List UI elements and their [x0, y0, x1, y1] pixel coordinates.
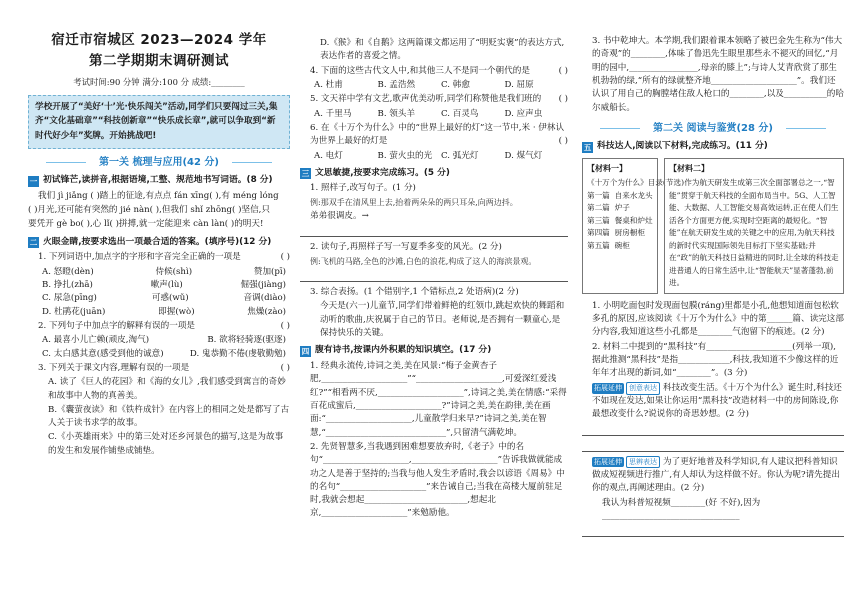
material-title: 【材料二】: [669, 163, 709, 173]
option-row[interactable]: B. 挣扎(zhā) 嗽声(lù) 倔强(jiàng): [42, 280, 286, 290]
answer-line[interactable]: [582, 440, 844, 452]
toc-item: 第一篇 自来水龙头: [587, 190, 653, 200]
question: 2. 下列句子中加点字的解释有误的一项是 ( ): [28, 320, 290, 333]
material-1: [582, 158, 685, 294]
answer-line[interactable]: [300, 225, 568, 237]
section-title: 文思敏捷,按要求完成练习。(5 分): [315, 167, 450, 178]
section-4-heading: [300, 344, 568, 358]
option[interactable]: D.《猴》和《自鹅》这两篇课文都运用了“明贬实褒”的表达方式,表达作者的喜爱之情。: [320, 38, 565, 62]
question: 3. 下列关于课文内容,理解有误的一项是 ( ): [28, 362, 290, 375]
option[interactable]: B.《囊萤夜读》和《铁杵成针》在内容上的相同之处是都写了古人关于读书求学的故事。: [48, 404, 290, 429]
section-title: 科技达人,阅读以下材料,完成练习。(11 分): [597, 141, 768, 152]
section-number: 三: [301, 169, 310, 179]
answer-paren[interactable]: ( ): [558, 136, 568, 147]
section-number: 五: [583, 142, 592, 152]
option-row[interactable]: A. 电灯 B. 萤火虫的光 C. 弧光灯 D. 煤气灯: [314, 150, 543, 161]
option-row[interactable]: C. 太白感其意(感受到他的诚意) D. 鬼恭勤不倦(虔敬勤勉): [42, 348, 286, 359]
tag-badge: 拓展延伸: [594, 383, 622, 392]
answer-line[interactable]: [582, 525, 844, 537]
answer-paren[interactable]: ( ): [558, 65, 568, 76]
option-row[interactable]: D. 杜鹃花(juān) 即握(wò) 焦燥(zào): [42, 306, 286, 317]
option[interactable]: A. 读了《巨人的花园》和《海的女儿》,我们感受到寓言的奇妙和故事中人物的真善美。: [48, 377, 286, 401]
material-text: 作为航天研发生成第三次全面部署总之一,“智能”贯穿于航天科技的全面布局当中。5G、人工智能、大数据、人工智能交易高效运转,正在使人们生活各个方面更方便,实现时空距离的最短化。“智能”在航天研发生成的关键之中的应用,为航天科技的新时代实现国际领先目标打下坚实基础;并在“政”的航天科技日益精进的同时,让全球的科技走进普通人的日常生活中,让“智能航天”显著蓬勃,前进。: [669, 178, 839, 288]
answer-line[interactable]: [582, 424, 844, 436]
question: 1. 下列词语中,加点字的字形和字音完全正确的一项是 ( ): [28, 251, 290, 264]
section-title: 腹有诗书,按课内外积累的知识填空。(17 分): [315, 345, 492, 356]
pinyin-line[interactable]: ( )月光,还可能有突然的 jié nàn( ),但我们 shǐ zhōng( )坚信,只: [28, 205, 270, 216]
material-subtitle: 《十万个为什么》目录(节选): [587, 178, 685, 188]
intro-banner: 学校开展了“美好‘十’光·快乐闯关”活动,同学们只要闯过三关,集齐“文化基础章”“科技创新章”“快乐成长章”,就可以争取到“新时代好少年”奖牌。开始挑战吧!: [28, 95, 290, 149]
section-5-heading: [582, 140, 844, 154]
page-subtitle: 第二学期期末调研测试: [89, 52, 229, 69]
material-2: [664, 158, 844, 294]
materials: [582, 158, 844, 294]
tag-badge: 创意表达: [626, 382, 660, 395]
section-title: 火眼金睛,按要求选出一项最合适的答案。(填序号)(12 分): [43, 236, 272, 247]
answer-paren[interactable]: ( ): [280, 320, 290, 331]
material-title: 【材料一】: [587, 163, 627, 173]
example: 例:那双手在清风里上去,抬着两朵朵的两只耳朵,向两边抖。: [310, 197, 518, 207]
option-row[interactable]: A. 最喜小儿亡赖(顽皮,淘气) B. 欲将轻骑逐(驱逐): [42, 335, 286, 346]
option[interactable]: C.《小英雄雨来》中的第三处对还乡河景色的描写,这是为故事的发生和发展作铺垫成铺垫。: [48, 432, 284, 456]
column-2: [300, 36, 568, 608]
section-title: 初试锋芒,读拼音,根据语境,工整、规范地书写词语。(8 分): [43, 175, 273, 186]
passage: 今天是(六一)儿童节,同学们带着鲜艳的红领巾,跳起欢快的舞蹈和动听的歌曲,庆祝属于自己的节日。老师说,是否拥有一颗童心,是保持快乐的关键。: [320, 301, 565, 339]
tag-badge: 思辨表达: [626, 456, 660, 469]
part-1-heading: 第一关 梳理与应用(42 分): [28, 155, 290, 171]
answer-paren[interactable]: ( ): [280, 362, 290, 373]
question: 4. 下面的这些古代文人中,和其他三人不是同一个朝代的是 ( ): [300, 65, 568, 78]
part-2-heading: 第二关 阅读与鉴赏(28 分): [582, 121, 844, 137]
option-row[interactable]: A. 千里马 B. 领头羊 C. 百灵鸟 D. 应声虫: [314, 108, 543, 119]
pinyin-line[interactable]: 我们 jì jiǎng ( )踏上的征途,有点点 fán xīng( ),有 méng lóng: [38, 190, 279, 201]
question: 拓展延伸 思辨表达 为了更好地普及科学知识,有人建议把科普知识做成短视频进行推广,有人却认为这样做不好。你认为呢?请先提出你的观点,再阐述理由。(2 分): [592, 456, 840, 494]
answer-paren[interactable]: ( ): [558, 94, 568, 105]
pinyin-line[interactable]: 要凭开 gè bo( ),心 lǐ( )拼搏,就一定能迎来 càn làn( )的明天!: [28, 219, 264, 230]
option-row[interactable]: C. 尿急(pīng) 可惑(wǔ) 音调(diào): [42, 293, 286, 304]
section-2-heading: [28, 236, 290, 250]
fill-blank-question[interactable]: 1. 小明吃面包时发现面包膜(ráng)里都是小孔,他想知道面包松软多孔的原因,应该阅读《十万个为什么》中的第______篇、读完这部分内容,我知道这些小孔都是________气泡留下的痕迹。(2 分): [592, 300, 844, 338]
fill-blank-question[interactable]: 2. 先贤智慧多,当我遇到困难想要放弃时,《老子》中的名句“____________________,____________________”告诉我做就能成功之人是善于坚持的;当我与他人发生矛盾时,我会以谚语《周易》中的名句“____________________”来告诫自己;当我在高楼大厦前驻足时,我就会想起________________________,想起北京,____________________”来勉励他。: [310, 441, 565, 519]
question: 2. 读句子,再照样子写一写夏季多变的风光。(2 分): [310, 242, 502, 253]
section-3-heading: [300, 167, 568, 181]
answer-line[interactable]: [300, 270, 568, 282]
question: 弟弟很调皮。→: [310, 211, 369, 222]
fill-blank-question[interactable]: 1. 经典永流传,诗词之美,美在风景:“梅子金黄杏子肥,____________________”“____________________,可爱深红爱浅红?”“相看两不厌,____________________”,诗词之美,美在情感:“采得百花成蜜后,____________________?”诗词之美,美在韵律,美在画面:“____________________,儿童散学归来早?”诗词之美,美在智慧,“____________________________”,只留清气满乾坤。: [310, 361, 567, 438]
exam-meta: 考试时间:90 分钟 满分:100 分 成绩:________: [73, 76, 245, 87]
column-3: [582, 34, 844, 608]
fill-blank-question[interactable]: 3. 书中乾坤大。本学期,我们跟着课本领略了被巴金先生称为“伟大的奇观”的________,体味了鲁迅先生眼里那些永不褪灭的回忆,“月明的园中,________________,母亲的膝上”;与诗人艾青欣赏了那生机勃勃的绿,“所有的绿就整齐地____________________”。我们还认识了用自己的胸膛堵住敌人枪口的________,以及__________的哈尔威船长。: [592, 36, 844, 113]
fill-blank-question[interactable]: 我认为科普短视频________(好 不好),因为________________________________: [602, 497, 761, 521]
section-number: 一: [29, 176, 38, 186]
question: 6. 在《十万个为什么》中的“世界上最好的灯”这一节中,米 · 伊林认为世界上最好的灯是 ( ): [300, 122, 568, 149]
question: 3. 综合表扬。(1 个错别字,1 个错标点,2 处语病)(2 分): [310, 287, 519, 298]
column-1: [28, 30, 290, 608]
page-title: 宿迁市宿城区 2023—2024 学年: [51, 32, 267, 48]
section-1-heading: [28, 174, 290, 188]
question: 拓展延伸 创意表达 科技改变生活。《十万个为什么》诞生时,科技还不如现在发达,如果让你运用“黑科技”改造材料一中的房间陈设,你最想改变什么?说说你的奇思妙想。(2 分): [592, 382, 842, 420]
answer-paren[interactable]: ( ): [280, 252, 290, 263]
tag-badge: 拓展延伸: [594, 457, 622, 466]
toc-item: 第二篇 炉子: [587, 203, 630, 213]
section-number: 四: [301, 346, 310, 356]
toc-item: 第三篇 餐桌和炉灶: [587, 215, 653, 225]
question: 1. 照样子,改写句子。(1 分): [310, 183, 416, 194]
fill-blank-question[interactable]: 2. 材料二中提到的“黑科技”有____________________(列举一项),据此推测“黑科技”是指____________,科技,我知道不少像这样的近年年才出现的新词,如“________”。(3 分): [592, 341, 839, 379]
example: 例:飞机的马路,全色的沙滩,白色的浪花,构成了这人的海滨景观。: [310, 256, 537, 266]
toc-item: 第四篇 厨房橱柜: [587, 228, 645, 238]
option-row[interactable]: A. 杜甫 B. 孟浩然 C. 韩愈 D. 屈原: [314, 79, 534, 90]
toc-item: 第五篇 碗柜: [587, 240, 630, 250]
option-row[interactable]: A. 怒瞪(dèn) 侍候(shì) 赞加(pī): [42, 266, 286, 277]
section-number: 二: [29, 238, 38, 248]
question: 5. 文天祥中学有文艺,歌声优美动听,同学们称赞他是我们班的 ( ): [300, 93, 568, 106]
